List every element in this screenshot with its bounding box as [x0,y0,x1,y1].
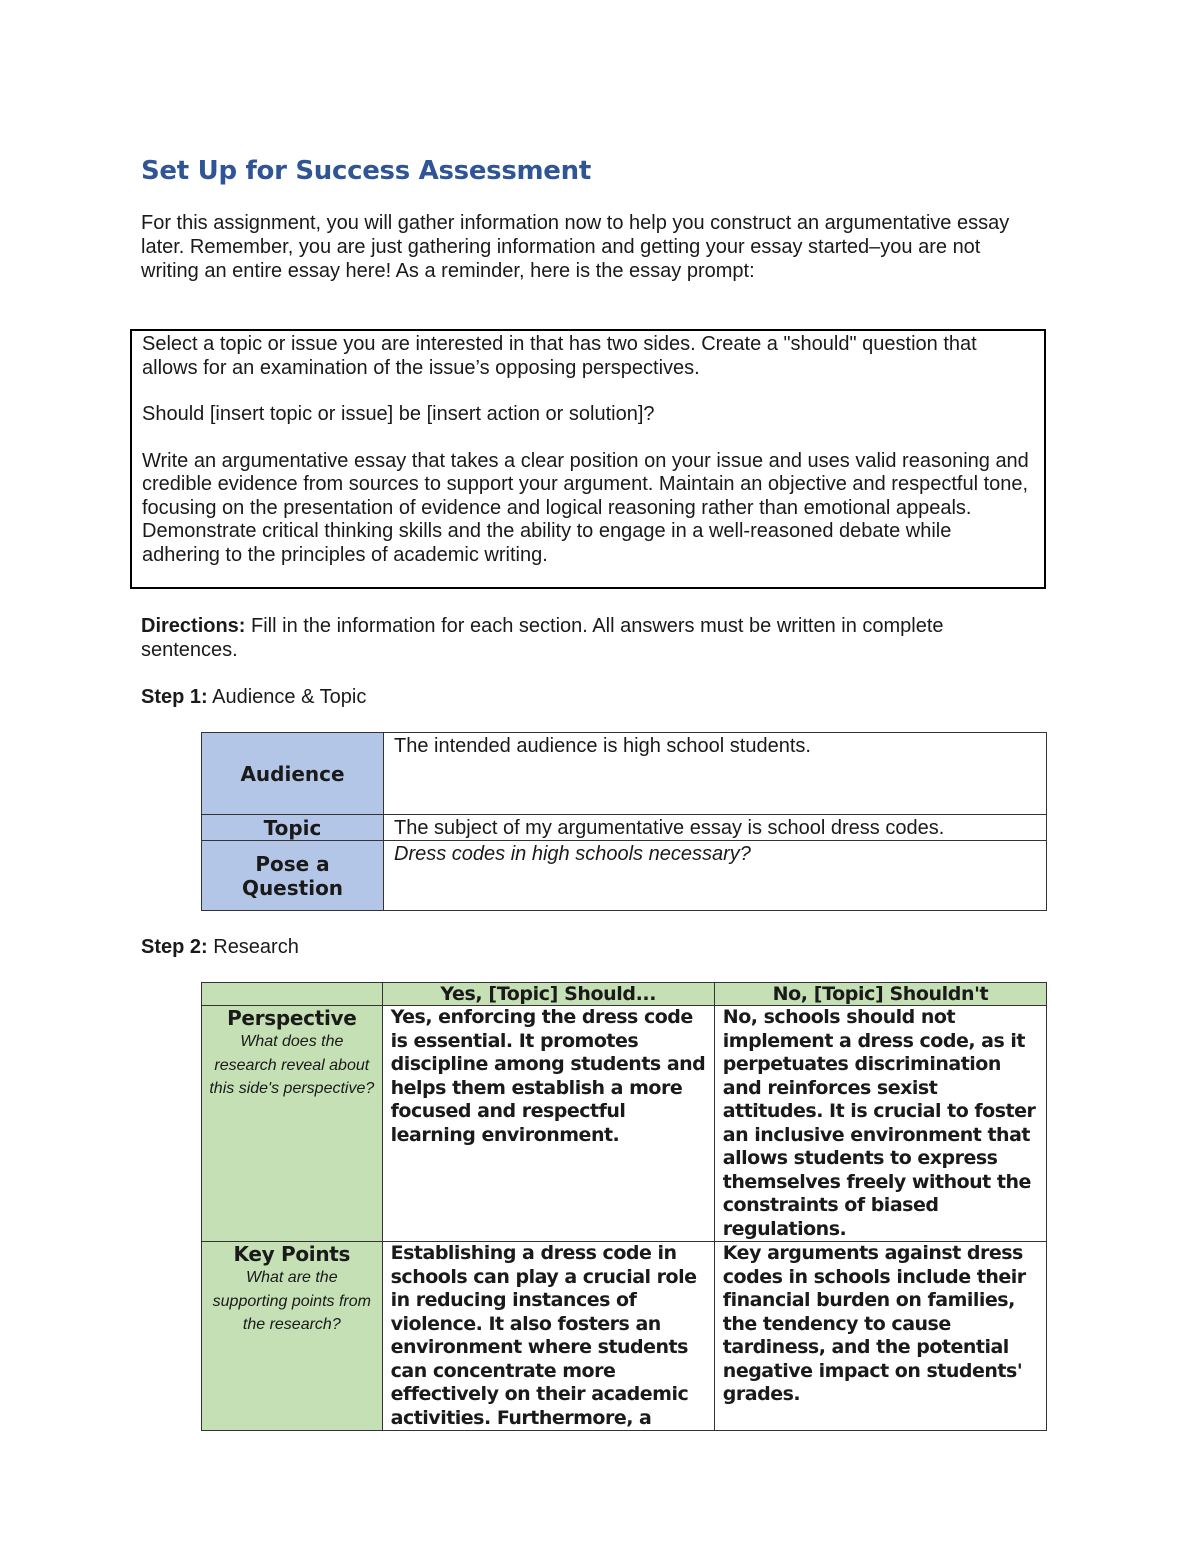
step2-heading [141,935,299,959]
step1-label: Step 1: [141,686,208,708]
key-points-title: Key Points [233,1242,351,1266]
essay-prompt-box [130,329,1046,589]
page-title: Set Up for Success Assessment [141,156,591,186]
key-points-label-cell [202,1242,383,1431]
prompt-paragraph-1: Select a topic or issue you are interested in that has two sides. Create a "should" question that allows for an examination of the issue’s opposing perspectives. [142,333,977,379]
header-no: No, [Topic] Shouldn't [714,983,1046,1006]
key-points-subtitle: What are the supporting points from the research? [212,1269,371,1333]
perspective-yes[interactable]: Yes, enforcing the dress code is essential. It promotes discipline among students and helps them establish a more focused and respectful learning environment. [382,1006,714,1242]
header-yes: Yes, [Topic] Should... [382,983,714,1006]
step2-label: Step 2: [141,936,208,958]
table-row [202,1006,1047,1242]
perspective-label-cell [202,1006,383,1242]
audience-topic-table [201,732,1047,911]
audience-value[interactable]: The intended audience is high school students. [384,733,1047,815]
directions-text: Fill in the information for each section. All answers must be written in complete sentences. [141,615,944,661]
research-table [201,982,1047,1431]
table-row [202,815,1047,841]
directions-label: Directions: [141,615,246,637]
table-row [202,733,1047,815]
prompt-paragraph-2: Should [insert topic or issue] be [insert action or solution]? [142,403,655,425]
table-row [202,1242,1047,1431]
step1-heading [141,685,366,709]
directions [141,614,1041,662]
step1-title: Audience & Topic [207,686,367,708]
table-row [202,841,1047,911]
perspective-title: Perspective [227,1006,357,1030]
step2-title: Research [207,936,299,958]
topic-value[interactable]: The subject of my argumentative essay is school dress codes. [384,815,1047,841]
audience-label: Audience [202,733,384,815]
perspective-no[interactable]: No, schools should not implement a dress code, as it perpetuates discrimination and reinforces sexist attitudes. It is crucial to foster an inclusive environment that allows students to express themselves freely without the constraints of biased regulations. [714,1006,1046,1242]
research-header-row [202,983,1047,1006]
key-points-no[interactable]: Key arguments against dress codes in schools include their financial burden on families, the tendency to cause tardiness, and the potential negative impact on students' grades. [714,1242,1046,1431]
key-points-yes[interactable]: Establishing a dress code in schools can play a crucial role in reducing instances of violence. It also fosters an environment where students can concentrate more effectively on their academic activities. Furthermore, a [382,1242,714,1431]
topic-label: Topic [202,815,384,841]
question-value[interactable]: Dress codes in high schools necessary? [384,841,1047,911]
question-label: Pose a Question [202,841,384,911]
prompt-paragraph-3: Write an argumentative essay that takes a clear position on your issue and uses valid reasoning and credible evidence from sources to support your argument. Maintain an objective and respectful tone, focusing on the presentation of evidence and logical reasoning rather than emotional appeals. Demonstrate critical thinking skills and the ability to engage in a well-reasoned debate while adhering to the principles of academic writing. [142,449,1029,566]
header-empty [202,983,383,1006]
intro-paragraph: For this assignment, you will gather information now to help you construct an argumentative essay later. Remember, you are just gathering information and getting your essay started–you are not writing an entire essay here! As a reminder, here is the essay prompt: [141,212,1010,282]
perspective-subtitle: What does the research reveal about this side's perspective? [209,1033,375,1097]
